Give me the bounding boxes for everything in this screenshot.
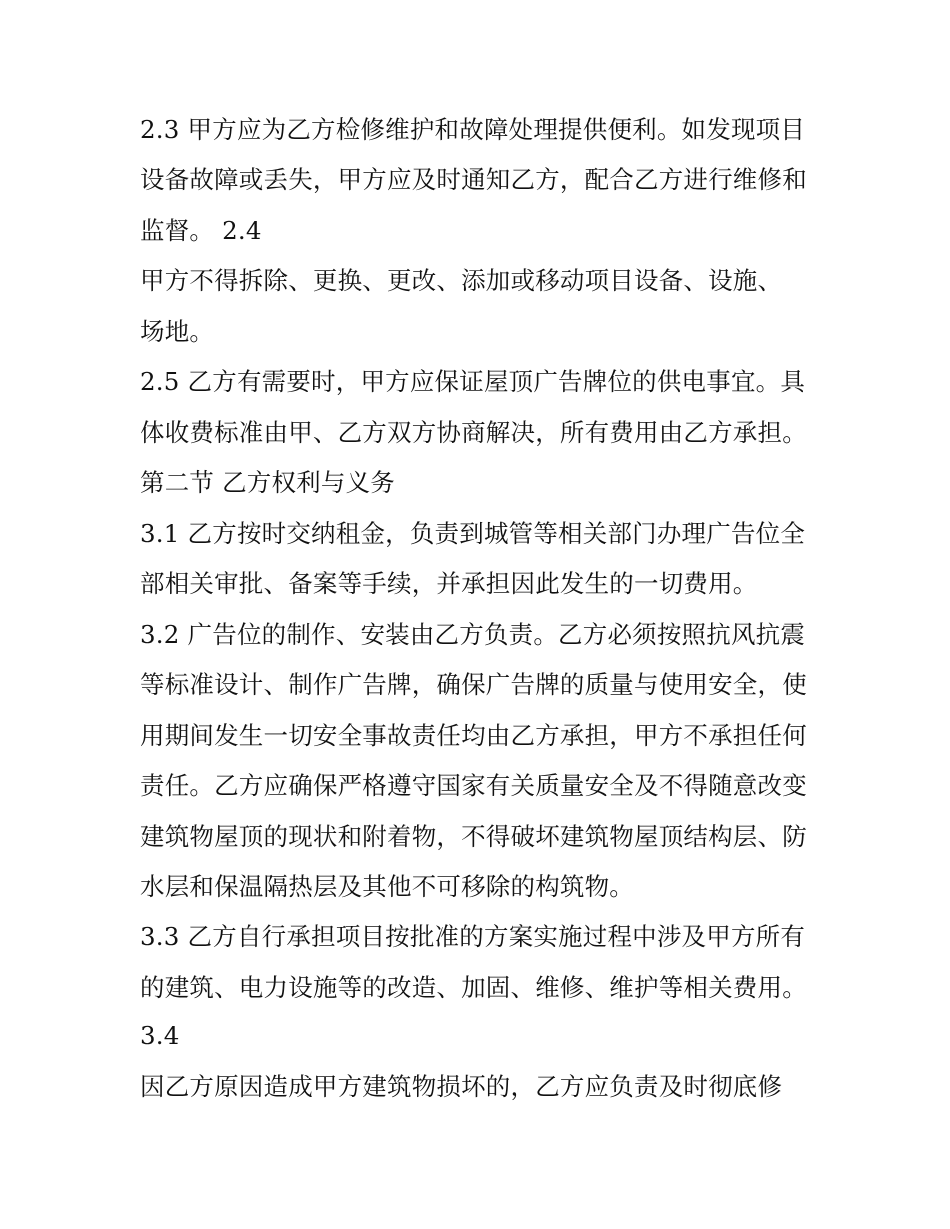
text-line: 甲方不得拆除、更换、更改、添加或移动项目设备、设施、 [140, 266, 783, 295]
text-line: 2.3 甲方应为乙方检修维护和故障处理提供便利。如发现项目 [140, 115, 806, 144]
text-line: 监督。 2.4 [140, 216, 262, 245]
text-line: 用期间发生一切安全事故责任均由乙方承担，甲方不承担任何 [140, 721, 807, 750]
text-line: 2.5 乙方有需要时，甲方应保证屋顶广告牌位的供电事宜。具 [140, 367, 806, 396]
text-line: 3.4 [140, 1021, 180, 1050]
text-line: 建筑物屋顶的现状和附着物，不得破坏建筑物屋顶结构层、防 [140, 822, 807, 851]
text-line: 的建筑、电力设施等的改造、加固、维修、维护等相关费用。 [140, 973, 807, 1002]
text-line: 等标准设计、制作广告牌，确保广告牌的质量与使用安全，使 [140, 670, 807, 699]
text-line: 3.1 乙方按时交纳租金，负责到城管等相关部门办理广告位全 [140, 519, 806, 548]
text-line: 3.3 乙方自行承担项目按批准的方案实施过程中涉及甲方所有 [140, 922, 806, 951]
text-line: 3.2 广告位的制作、安装由乙方负责。乙方必须按照抗风抗震 [140, 620, 806, 649]
text-line: 水层和保温隔热层及其他不可移除的构筑物。 [140, 872, 634, 901]
text-line: 体收费标准由甲、乙方双方协商解决，所有费用由乙方承担。 [140, 418, 807, 447]
text-line: 场地。 [140, 317, 215, 346]
text-line: 因乙方原因造成甲方建筑物损坏的，乙方应负责及时彻底修 [140, 1072, 783, 1101]
text-line: 设备故障或丢失，甲方应及时通知乙方，配合乙方进行维修和 [140, 165, 807, 194]
text-line: 责任。乙方应确保严格遵守国家有关质量安全及不得随意改变 [140, 771, 807, 800]
section-heading: 第二节 乙方权利与义务 [140, 468, 395, 497]
text-line: 部相关审批、备案等手续，并承担因此发生的一切费用。 [140, 569, 758, 598]
